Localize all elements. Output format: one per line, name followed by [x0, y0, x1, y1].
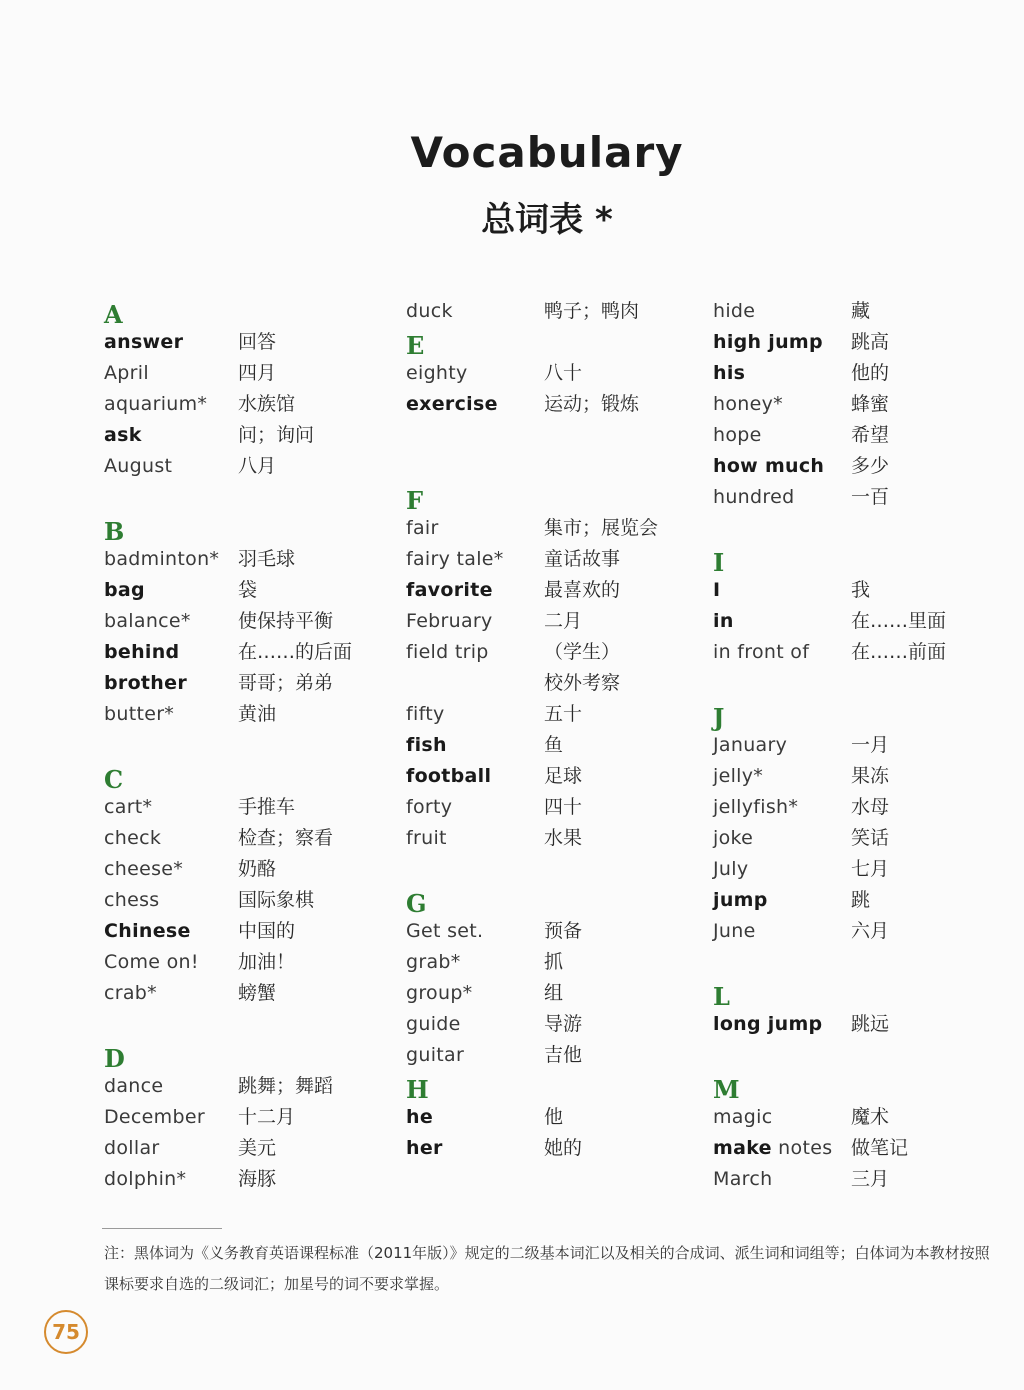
vocab-word: jump [713, 889, 768, 911]
page-subtitle: 总词表 * [481, 200, 613, 240]
vocab-meaning: 黄油 [238, 703, 277, 725]
vocab-meaning: 吉他 [544, 1044, 583, 1066]
vocab-meaning: 水族馆 [238, 393, 296, 415]
vocab-word: January [713, 734, 788, 756]
vocab-meaning: 多少 [851, 455, 890, 477]
vocab-word: Chinese [104, 920, 191, 942]
vocab-word: field trip [406, 641, 489, 663]
vocab-meaning: 鸭子；鸭肉 [544, 300, 640, 322]
vocab-meaning: 问；询问 [238, 424, 315, 446]
vocab-word: guide [406, 1013, 461, 1035]
vocab-meaning: 一百 [851, 486, 890, 508]
vocab-word: balance* [104, 610, 191, 632]
vocab-meaning: 手推车 [238, 796, 296, 818]
vocab-meaning: 导游 [544, 1013, 583, 1035]
vocab-word: aquarium* [104, 393, 208, 415]
vocab-word: in front of [713, 641, 810, 663]
vocab-word: guitar [406, 1044, 465, 1066]
vocab-meaning: 校外考察 [544, 672, 621, 694]
vocab-meaning: 三月 [851, 1168, 890, 1190]
vocab-meaning: 预备 [544, 920, 583, 942]
vocab-meaning: 国际象棋 [238, 889, 315, 911]
vocab-word: jellyfish* [713, 796, 799, 818]
vocab-word: hundred [713, 486, 795, 508]
vocab-meaning: 八月 [238, 455, 277, 477]
section-letter-b: B [104, 517, 125, 546]
vocab-meaning: 十二月 [238, 1106, 296, 1128]
vocab-word: bag [104, 579, 145, 601]
section-letter-i: I [713, 548, 725, 577]
vocab-meaning: 最喜欢的 [544, 579, 621, 601]
vocab-word: joke [713, 827, 754, 849]
vocab-word: duck [406, 300, 453, 322]
vocab-meaning: 他 [544, 1106, 564, 1128]
footnote-divider [102, 1228, 222, 1229]
vocab-word: behind [104, 641, 180, 663]
vocab-word: check [104, 827, 162, 849]
section-letter-a: A [104, 300, 123, 329]
vocab-word: ask [104, 424, 142, 446]
vocab-word: August [104, 455, 173, 477]
vocab-meaning: 希望 [851, 424, 890, 446]
vocab-meaning: 海豚 [238, 1168, 277, 1190]
vocab-word: fish [406, 734, 447, 756]
vocab-meaning: 羽毛球 [238, 548, 296, 570]
vocab-word: dollar [104, 1137, 160, 1159]
section-letter-g: G [406, 889, 427, 918]
vocab-word: cheese* [104, 858, 184, 880]
page-title: Vocabulary [410, 128, 684, 177]
vocab-word: group* [406, 982, 473, 1004]
vocab-word: fruit [406, 827, 447, 849]
vocab-word: dance [104, 1075, 164, 1097]
vocab-word: April [104, 362, 149, 384]
vocab-word: jelly* [713, 765, 764, 787]
page-number-badge: 75 [44, 1310, 88, 1354]
vocab-meaning: 跳高 [851, 331, 890, 353]
vocab-meaning: 七月 [851, 858, 890, 880]
section-letter-e: E [406, 331, 425, 360]
section-letter-c: C [104, 765, 124, 794]
vocab-meaning: 水果 [544, 827, 583, 849]
vocab-meaning: 运动；锻炼 [544, 393, 640, 415]
vocab-word: July [713, 858, 749, 880]
vocab-meaning: 组 [544, 982, 564, 1004]
vocab-word: high jump [713, 331, 823, 353]
vocab-meaning: 她的 [544, 1137, 583, 1159]
vocab-meaning: 藏 [851, 300, 871, 322]
vocab-meaning: 我 [851, 579, 871, 601]
vocab-word: I [713, 579, 721, 601]
vocab-meaning: 跳 [851, 889, 871, 911]
vocab-meaning: 中国的 [238, 920, 296, 942]
vocab-meaning: （学生） [544, 641, 621, 663]
vocab-meaning: 一月 [851, 734, 890, 756]
vocab-word: he [406, 1106, 434, 1128]
vocab-word: football [406, 765, 492, 787]
vocab-word: hope [713, 424, 762, 446]
vocab-word: hide [713, 300, 756, 322]
vocab-word: brother [104, 672, 187, 694]
footnote: 注：黑体词为《义务教育英语课程标准（2011年版）》规定的二级基本词汇以及相关的合成词、派生词和词组等；白体词为本教材按照课标要求自选的二级词汇；加星号的词不要求掌握。 [104, 1244, 990, 1293]
vocab-word: answer [104, 331, 184, 353]
vocab-meaning: 美元 [238, 1137, 277, 1159]
vocab-word: favorite [406, 579, 493, 601]
vocab-meaning: 加油！ [238, 951, 296, 973]
vocab-word: March [713, 1168, 773, 1190]
vocab-word: exercise [406, 393, 498, 415]
vocab-meaning: 二月 [544, 610, 583, 632]
vocab-meaning: 童话故事 [544, 548, 621, 570]
vocab-word: Come on! [104, 951, 199, 973]
vocab-word: February [406, 610, 493, 632]
vocab-word: badminton* [104, 548, 220, 570]
vocab-word: crab* [104, 982, 157, 1004]
vocab-word: eighty [406, 362, 468, 384]
vocab-meaning: 螃蟹 [238, 982, 277, 1004]
vocab-meaning: 跳远 [851, 1013, 890, 1035]
vocab-word: butter* [104, 703, 175, 725]
vocab-word: dolphin* [104, 1168, 187, 1190]
vocab-meaning: 做笔记 [851, 1137, 909, 1159]
vocab-word: her [406, 1137, 443, 1159]
vocab-meaning: 奶酪 [238, 858, 277, 880]
vocab-word: long jump [713, 1013, 823, 1035]
vocab-meaning: 果冻 [851, 765, 890, 787]
section-letter-l: L [713, 982, 730, 1011]
section-letter-m: M [713, 1075, 740, 1104]
vocab-meaning: 在……前面 [851, 641, 947, 663]
vocab-word: forty [406, 796, 453, 818]
vocab-meaning: 六月 [851, 920, 890, 942]
vocab-meaning: 四十 [544, 796, 583, 818]
vocab-word: December [104, 1106, 205, 1128]
vocab-word: honey* [713, 393, 783, 415]
vocab-meaning: 四月 [238, 362, 277, 384]
vocab-word: magic [713, 1106, 773, 1128]
vocab-word: Get set. [406, 920, 484, 942]
section-letter-j: J [713, 703, 725, 732]
vocab-meaning: 袋 [238, 579, 258, 601]
vocab-meaning: 使保持平衡 [238, 610, 334, 632]
vocab-meaning: 笑话 [851, 827, 890, 849]
vocab-word: cart* [104, 796, 153, 818]
section-letter-h: H [406, 1075, 429, 1104]
vocab-meaning: 在……的后面 [238, 641, 353, 663]
vocab-meaning: 足球 [544, 765, 583, 787]
vocab-meaning: 回答 [238, 331, 277, 353]
vocab-meaning: 哥哥；弟弟 [238, 672, 334, 694]
vocab-word: in [713, 610, 734, 632]
vocab-meaning: 跳舞；舞蹈 [238, 1075, 334, 1097]
vocab-meaning: 在……里面 [851, 610, 947, 632]
vocab-meaning: 五十 [544, 703, 583, 725]
vocab-meaning: 水母 [851, 796, 890, 818]
vocab-meaning: 魔术 [851, 1106, 890, 1128]
vocab-word: fair [406, 517, 439, 539]
vocab-word: his [713, 362, 746, 384]
vocab-meaning: 集市；展览会 [544, 517, 659, 539]
vocab-meaning: 他的 [851, 362, 890, 384]
vocab-word: fairy tale* [406, 548, 504, 570]
vocab-word: how much [713, 455, 825, 477]
vocab-word: chess [104, 889, 160, 911]
vocab-meaning: 检查；察看 [238, 827, 334, 849]
vocab-word: fifty [406, 703, 445, 725]
vocab-meaning: 抓 [544, 951, 564, 973]
vocab-meaning: 蜂蜜 [851, 393, 890, 415]
vocab-word: June [713, 920, 756, 942]
vocab-word: grab* [406, 951, 461, 973]
vocab-meaning: 鱼 [544, 734, 564, 756]
vocab-word: make notes [713, 1137, 833, 1159]
section-letter-f: F [406, 486, 424, 515]
vocab-meaning: 八十 [544, 362, 583, 384]
section-letter-d: D [104, 1044, 125, 1073]
